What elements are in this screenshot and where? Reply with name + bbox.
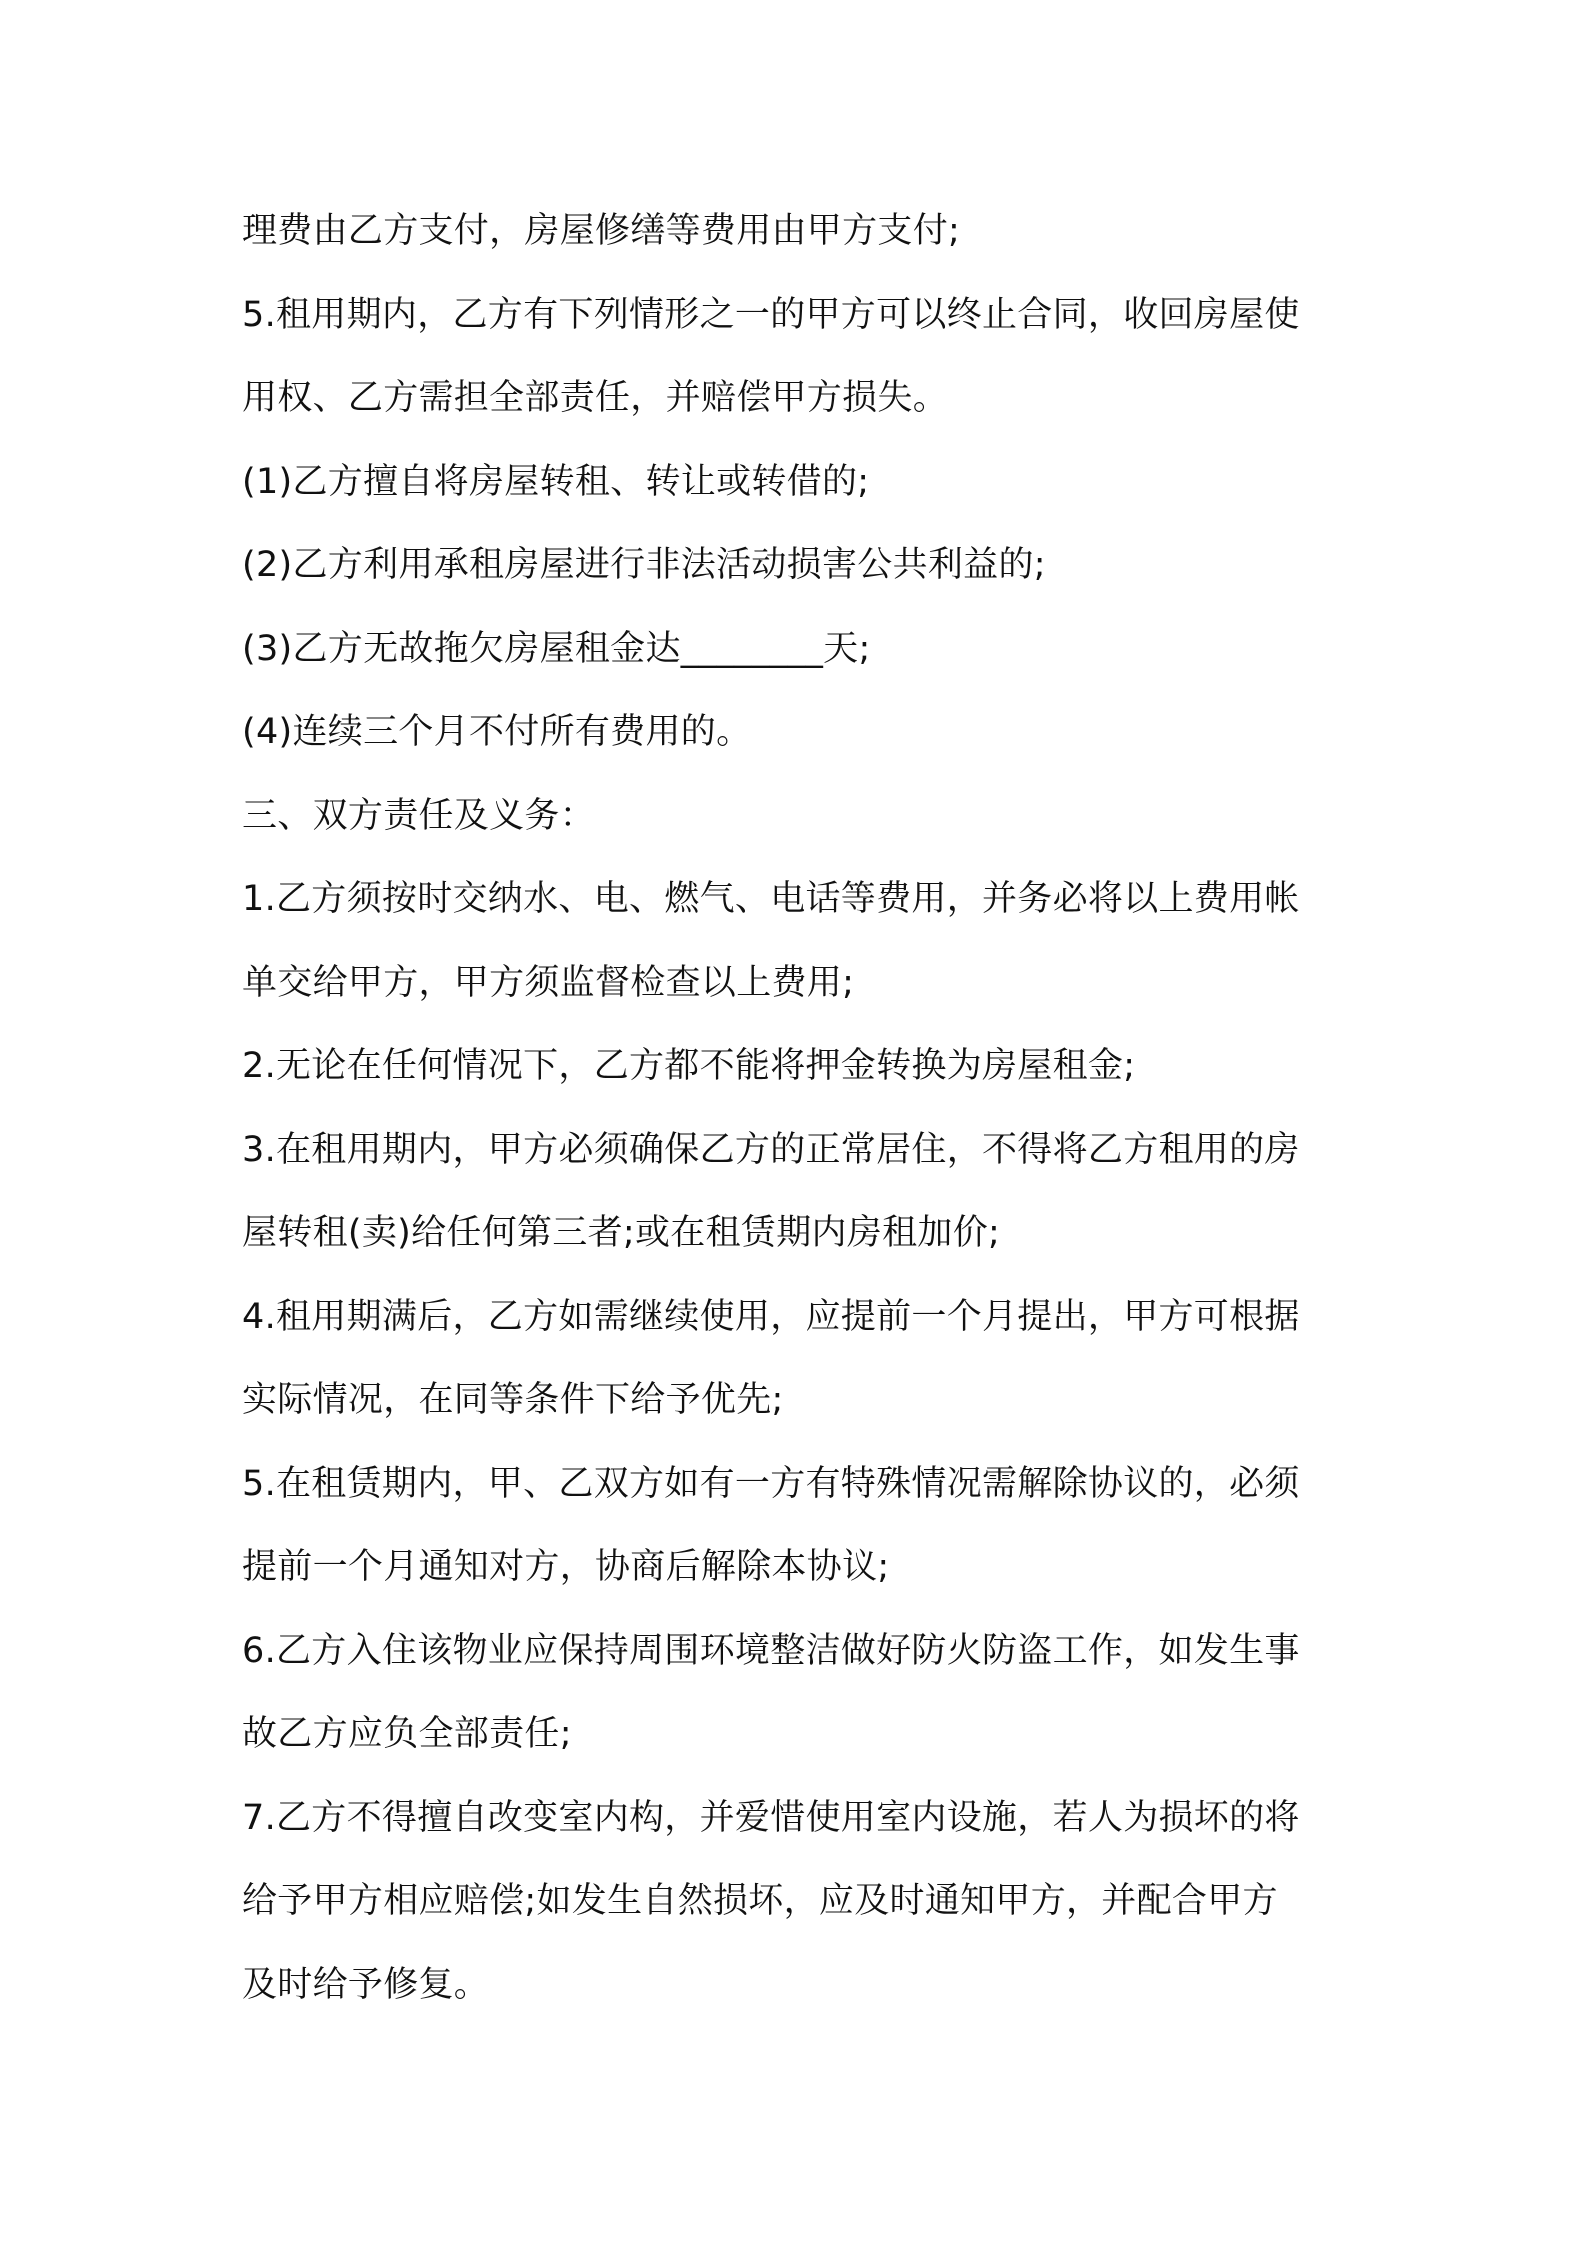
text-line: (3)乙方无故拖欠房屋租金达________天; <box>242 628 871 669</box>
text-line: 2.无论在任何情况下，乙方都不能将押金转换为房屋租金; <box>242 1046 1136 1086</box>
text-line: 理费由乙方支付，房屋修缮等费用由甲方支付; <box>242 211 961 251</box>
text-line: 5.租用期内，乙方有下列情形之一的甲方可以终止合同，收回房屋使 <box>242 294 1300 335</box>
text-line: 屋转租(卖)给任何第三者;或在租赁期内房租加价; <box>242 1213 1001 1253</box>
text-line: (1)乙方擅自将房屋转租、转让或转借的; <box>242 461 870 502</box>
text-line: 给予甲方相应赔偿;如发生自然损坏，应及时通知甲方，并配合甲方 <box>242 1881 1278 1921</box>
text-line: 单交给甲方，甲方须监督检查以上费用; <box>242 962 855 1003</box>
text-line: 故乙方应负全部责任; <box>242 1714 572 1754</box>
text-line: 1.乙方须按时交纳水、电、燃气、电话等费用，并务必将以上费用帐 <box>242 879 1300 919</box>
text-line: 6.乙方入住该物业应保持周围环境整洁做好防火防盗工作，如发生事 <box>242 1630 1300 1671</box>
text-line: 5.在租赁期内，甲、乙双方如有一方有特殊情况需解除协议的，必须 <box>242 1463 1300 1504</box>
text-line: 及时给予修复。 <box>242 1964 490 2005</box>
text-line: (2)乙方利用承租房屋进行非法活动损害公共利益的; <box>242 545 1046 585</box>
text-line: 4.租用期满后，乙方如需继续使用，应提前一个月提出，甲方可根据 <box>242 1296 1300 1337</box>
text-line: 7.乙方不得擅自改变室内构，并爱惜使用室内设施，若人为损坏的将 <box>242 1797 1300 1838</box>
section-heading: 三、双方责任及义务： <box>242 795 596 836</box>
text-line: 用权、乙方需担全部责任，并赔偿甲方损失。 <box>242 378 949 418</box>
text-line: 3.在租用期内，甲方必须确保乙方的正常居住，不得将乙方租用的房 <box>242 1129 1300 1170</box>
text-line: (4)连续三个月不付所有费用的。 <box>242 712 752 752</box>
text-line: 实际情况，在同等条件下给予优先; <box>242 1380 784 1420</box>
text-line: 提前一个月通知对方，协商后解除本协议; <box>242 1547 890 1587</box>
contract-text <box>242 190 1352 2027</box>
